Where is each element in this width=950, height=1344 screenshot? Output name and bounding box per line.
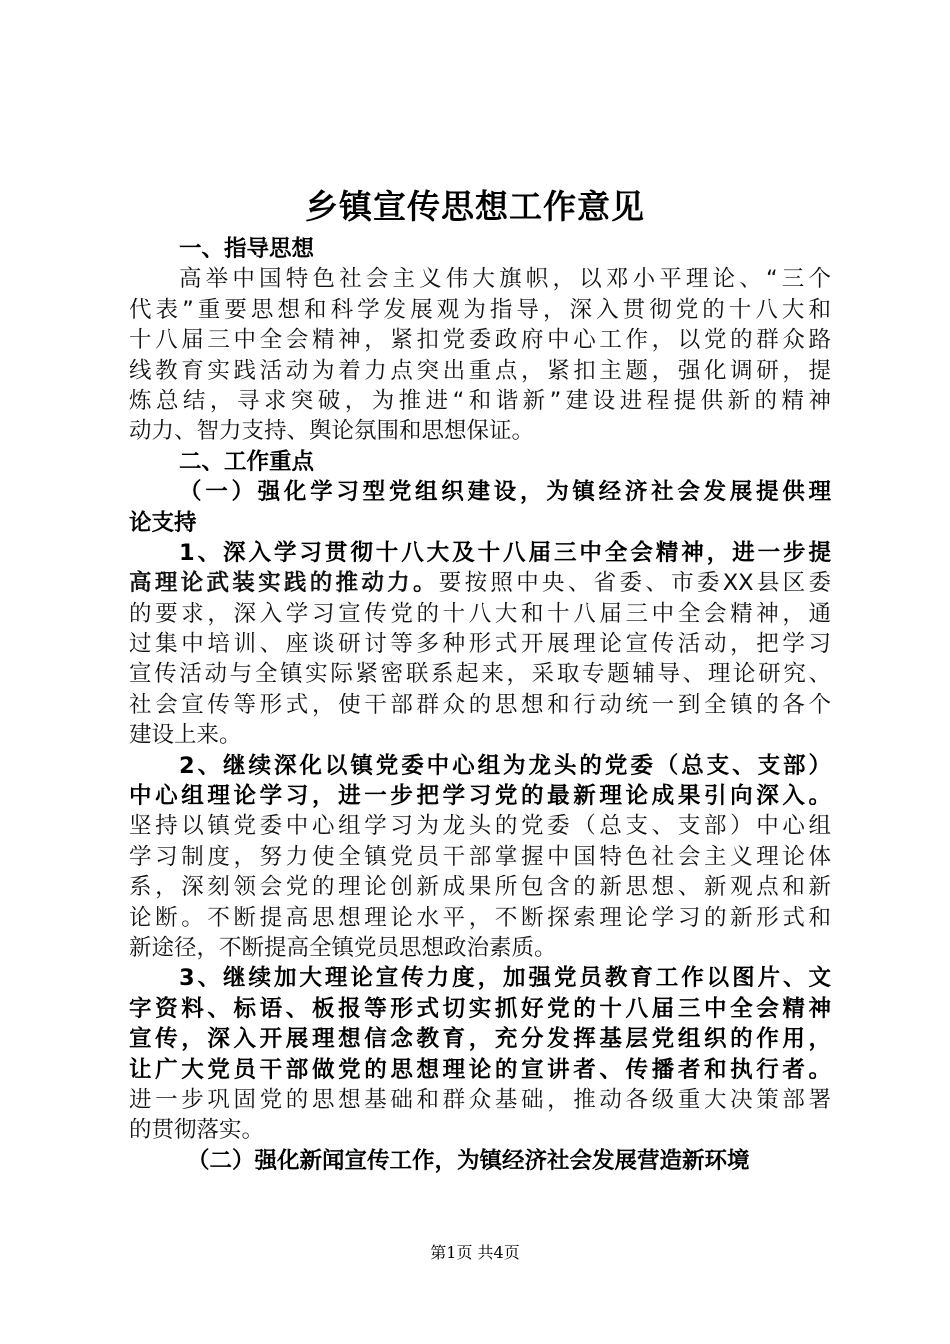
body-line: 社会宣传等形式，使干部群众的思想和行动统一到全镇的各个: [129, 691, 831, 718]
body-line: 宣传，深入开展理想信念教育，充分发挥基层党组织的作用，: [129, 1026, 831, 1053]
body-line: 字资料、标语、板报等形式切实抓好党的十八届三中全会精神: [129, 995, 831, 1022]
body-line: 论支持: [129, 509, 197, 536]
body-line: 进一步巩固党的思想基础和群众基础，推动各级重大决策部署: [129, 1086, 831, 1113]
body-line-regular-part: 要按照中央、省委、市委XX县区委: [438, 570, 831, 597]
page-footer: 第1页 共4页: [430, 1243, 520, 1262]
body-line: 线教育实践活动为着力点突出重点，紧扣主题，强化调研，提: [129, 357, 831, 384]
body-line: 的要求，深入学习宣传党的十八大和十八届三中全会精神，通: [129, 600, 831, 627]
body-line: （二）强化新闻宣传工作，为镇经济社会发展营造新环境: [187, 1147, 750, 1174]
body-line: 十八届三中全会精神，紧扣党委政府中心工作，以党的群众路: [129, 327, 831, 354]
body-line: 2、继续深化以镇党委中心组为龙头的党委（总支、支部）: [179, 752, 831, 779]
body-line: 建设上来。: [129, 722, 242, 749]
body-line: 动力、智力支持、舆论氛围和思想保证。: [129, 418, 535, 445]
body-line: 1、深入学习贯彻十八大及十八届三中全会精神，进一步提: [179, 539, 831, 566]
body-line: 二、工作重点: [179, 448, 315, 475]
body-line: 宣传活动与全镇实际紧密联系起来，采取专题辅导、理论研究、: [129, 661, 831, 688]
document-title: 乡镇宣传思想工作意见: [305, 187, 645, 226]
body-line-bold-part: 高理论武装实践的推动力。: [129, 570, 439, 597]
body-line: 论断。不断提高思想理论水平，不断探索理论学习的新形式和: [129, 904, 831, 931]
body-line: 3、继续加大理论宣传力度，加强党员教育工作以图片、文: [179, 965, 831, 992]
body-line: 让广大党员干部做党的思想理论的宣讲者、传播者和执行者。: [129, 1056, 831, 1083]
body-line: [129, 568, 831, 598]
body-line: 高举中国特色社会主义伟大旗帜，以邓小平理论、“三个: [179, 266, 831, 293]
body-line: 坚持以镇党委中心组学习为龙头的党委（总支、支部）中心组: [129, 813, 831, 840]
document-body: [129, 234, 831, 1176]
body-line: 中心组理论学习，进一步把学习党的最新理论成果引向深入。: [129, 783, 831, 810]
body-line: 炼总结，寻求突破，为推进“和谐新”建设进程提供新的精神: [129, 387, 831, 414]
body-line: 过集中培训、座谈研讨等多种形式开展理论宣传活动，把学习: [129, 631, 831, 658]
body-line: 的贯彻落实。: [129, 1117, 265, 1144]
body-line: 一、指导思想: [179, 236, 315, 262]
body-line: 学习制度，努力使全镇党员干部掌握中国特色社会主义理论体: [129, 843, 831, 870]
body-line: 新途径，不断提高全镇党员思想政治素质。: [129, 934, 557, 961]
body-line: 系，深刻领会党的理论创新成果所包含的新思想、新观点和新: [129, 874, 831, 901]
body-line: 代表”重要思想和科学发展观为指导，深入贯彻党的十八大和: [129, 296, 831, 323]
body-line: （一）强化学习型党组织建设，为镇经济社会发展提供理: [179, 479, 831, 506]
